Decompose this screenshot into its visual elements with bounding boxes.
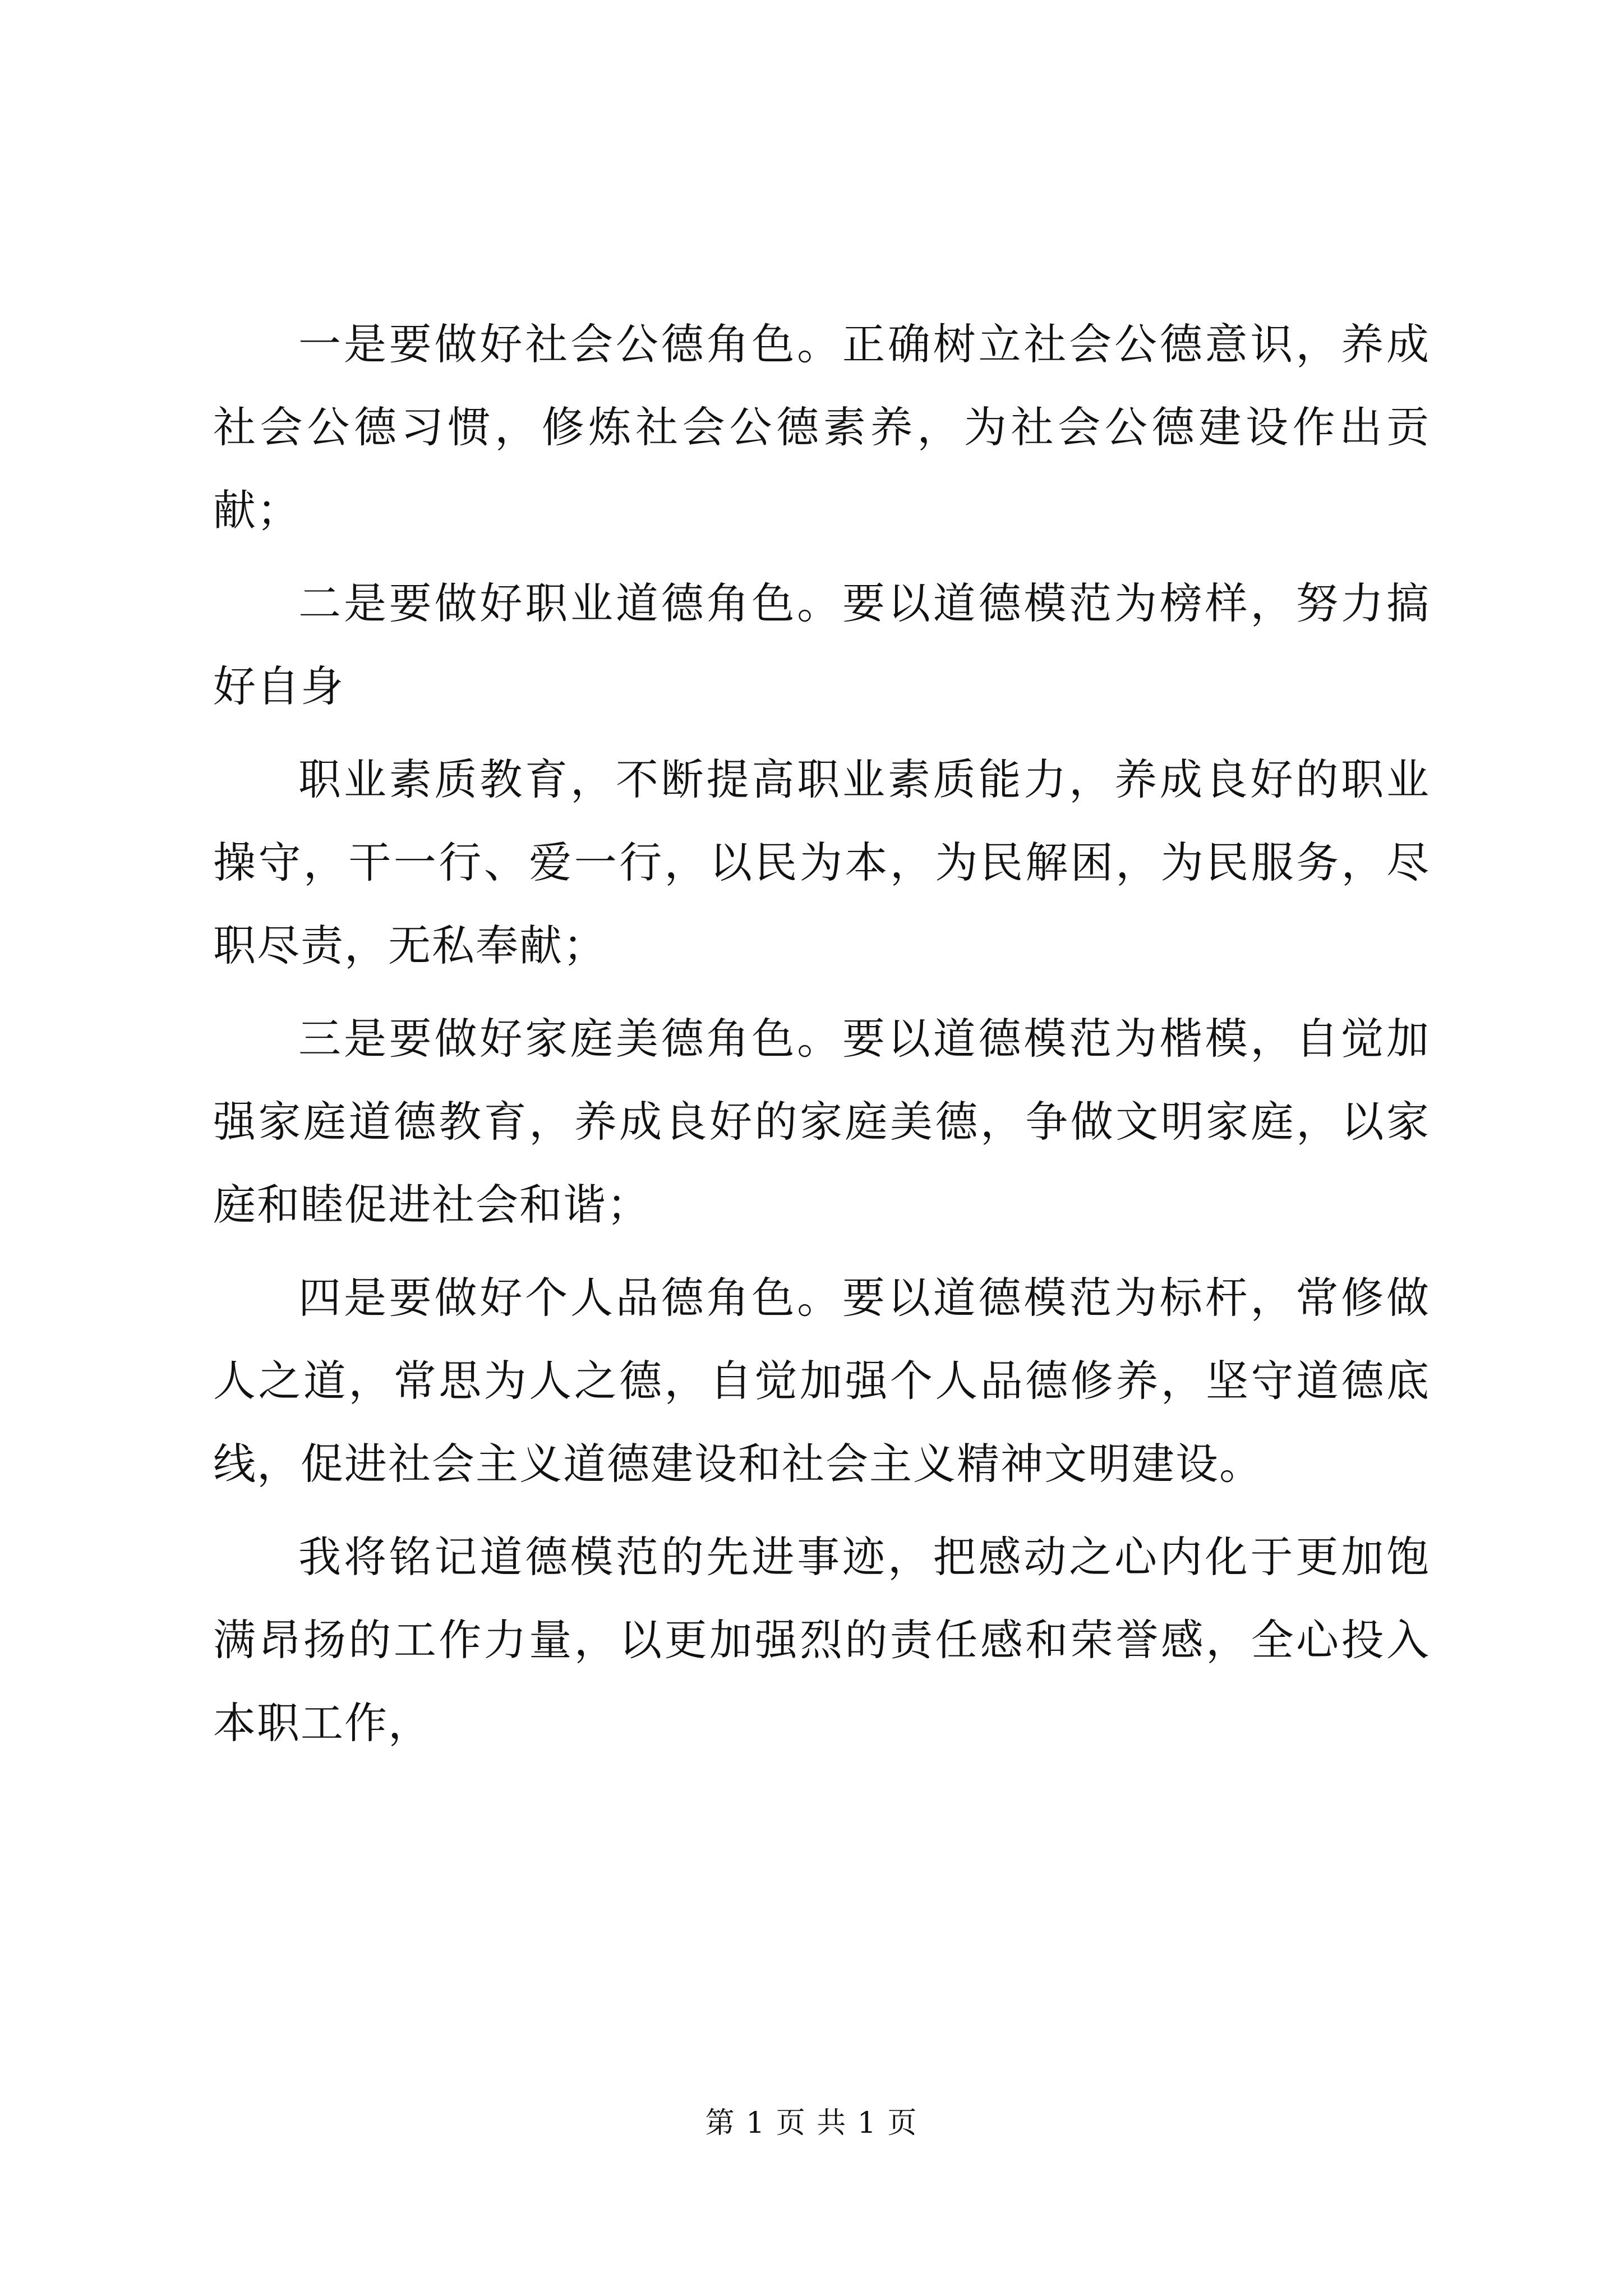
paragraph-professional-ethics: 二是要做好职业道德角色。要以道德模范为榜样，努力搞好自身 (213, 578, 1430, 711)
paragraph-public-morality: 一是要做好社会公德角色。正确树立社会公德意识，养成社会公德习惯，修炼社会公德素养，为社会公德建设作出贡献； (213, 319, 1430, 535)
paragraph-personal-character: 四是要做好个人品德角色。要以道德模范为标杆，常修做人之道，常思为人之德，自觉加强个人品德修养，坚守道德底线，促进社会主义道德建设和社会主义精神文明建设。 (213, 1273, 1430, 1489)
document-body (213, 303, 1430, 1775)
paragraph-closing-commitment: 我将铭记道德模范的先进事迹，把感动之心内化于更加饱满昂扬的工作力量，以更加强烈的责任感和荣誉感，全心投入本职工作， (213, 1532, 1430, 1748)
paragraph-professional-quality: 职业素质教育，不断提高职业素质能力，养成良好的职业操守，干一行、爱一行，以民为本，为民解困，为民服务，尽职尽责，无私奉献； (213, 754, 1430, 970)
page-number-footer: 第 1 页 共 1 页 (705, 2106, 918, 2140)
paragraph-family-virtue: 三是要做好家庭美德角色。要以道德模范为楷模，自觉加强家庭道德教育，养成良好的家庭美德，争做文明家庭，以家庭和睦促进社会和谐； (213, 1014, 1430, 1230)
